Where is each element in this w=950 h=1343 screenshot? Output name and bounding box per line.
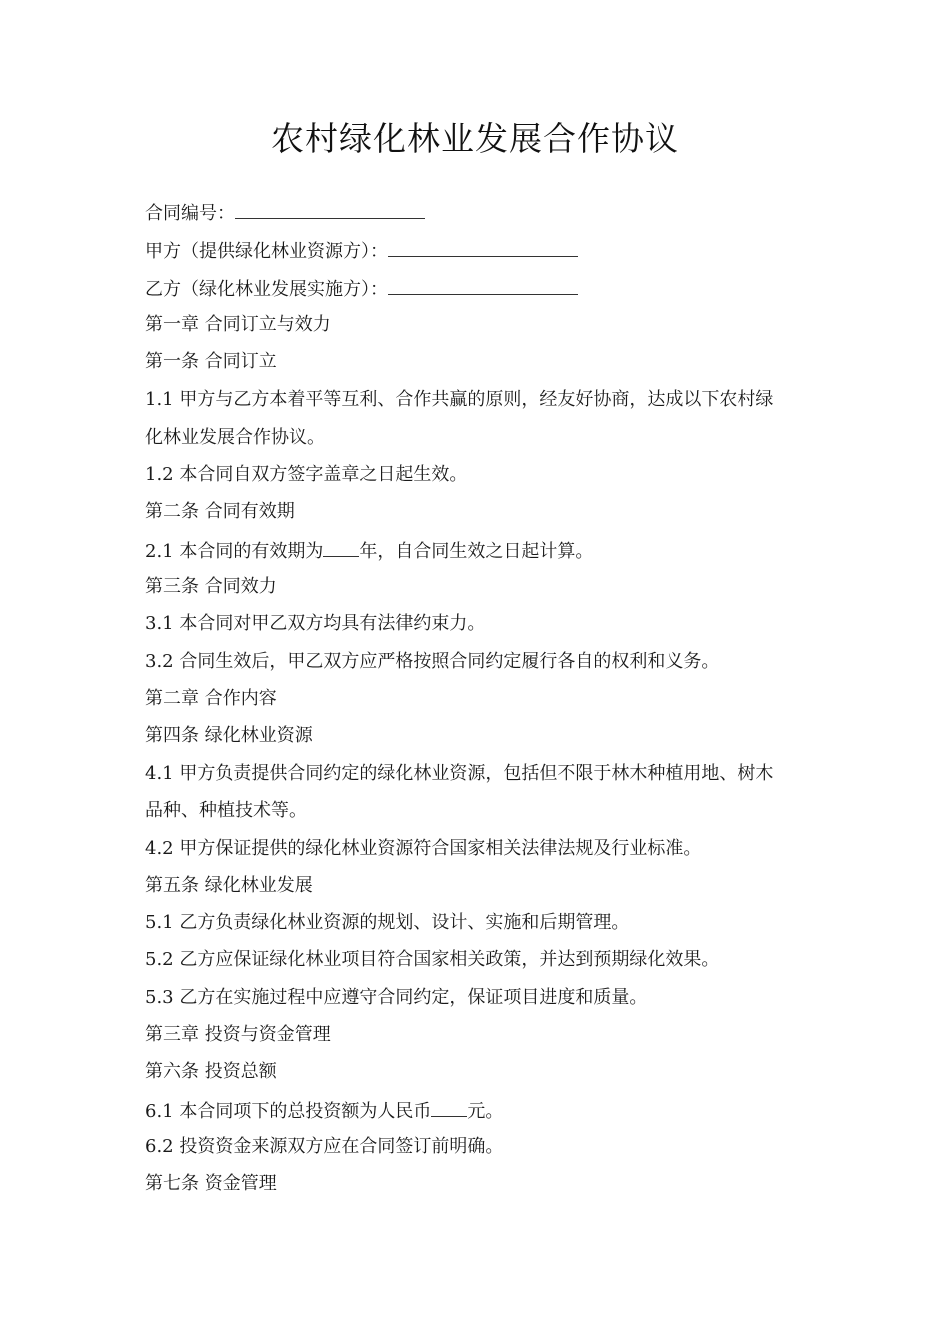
party-b-blank[interactable] (388, 276, 578, 295)
clause-text: 4.1 甲方负责提供合同约定的绿化林业资源，包括但不限于林木种植用地、树木 (145, 763, 774, 784)
clause-text: 化林业发展合作协议。 (145, 427, 325, 448)
contract-number-label: 合同编号： (145, 203, 235, 224)
clause-text: 5.3 乙方在实施过程中应遵守合同约定，保证项目进度和质量。 (145, 987, 648, 1008)
clause-text: 品种、种植技术等。 (145, 800, 307, 821)
chapter-heading: 第三章 投资与资金管理 (145, 1024, 331, 1045)
chapter-heading: 第一章 合同订立与效力 (145, 314, 331, 335)
article-heading: 第五条 绿化林业发展 (145, 875, 313, 896)
article-heading: 第六条 投资总额 (145, 1061, 277, 1082)
term-clause (145, 538, 825, 564)
term-suffix: 年，自合同生效之日起计算。 (359, 541, 594, 562)
party-b-label: 乙方（绿化林业发展实施方）： (145, 279, 388, 300)
article-heading: 第一条 合同订立 (145, 351, 277, 372)
party-a-line (145, 238, 825, 264)
investment-clause (145, 1098, 825, 1124)
article-heading: 第七条 资金管理 (145, 1173, 277, 1194)
term-years-blank[interactable] (323, 538, 359, 557)
clause-text: 1.2 本合同自双方签字盖章之日起生效。 (145, 464, 468, 485)
chapter-heading: 第二章 合作内容 (145, 688, 277, 709)
clause-text: 5.2 乙方应保证绿化林业项目符合国家相关政策，并达到预期绿化效果。 (145, 949, 720, 970)
term-prefix: 2.1 本合同的有效期为 (145, 541, 324, 562)
clause-text: 4.2 甲方保证提供的绿化林业资源符合国家相关法律法规及行业标准。 (145, 838, 702, 859)
article-heading: 第二条 合同有效期 (145, 501, 295, 522)
clause-text: 1.1 甲方与乙方本着平等互利、合作共赢的原则，经友好协商，达成以下农村绿 (145, 389, 774, 410)
clause-text: 6.2 投资资金来源双方应在合同签订前明确。 (145, 1136, 504, 1157)
clause-text: 3.1 本合同对甲乙双方均具有法律约束力。 (145, 613, 486, 634)
document-title: 农村绿化林业发展合作协议 (271, 119, 679, 158)
investment-prefix: 6.1 本合同项下的总投资额为人民币 (145, 1101, 432, 1122)
contract-number-line (145, 200, 825, 226)
clause-text: 3.2 合同生效后，甲乙双方应严格按照合同约定履行各自的权利和义务。 (145, 651, 720, 672)
party-a-blank[interactable] (388, 238, 578, 257)
contract-number-blank[interactable] (235, 200, 425, 219)
clause-text: 5.1 乙方负责绿化林业资源的规划、设计、实施和后期管理。 (145, 912, 630, 933)
party-a-label: 甲方（提供绿化林业资源方）： (145, 241, 388, 262)
investment-amount-blank[interactable] (431, 1098, 467, 1117)
investment-suffix: 元。 (467, 1101, 504, 1122)
party-b-line (145, 276, 825, 302)
article-heading: 第三条 合同效力 (145, 576, 277, 597)
article-heading: 第四条 绿化林业资源 (145, 725, 313, 746)
